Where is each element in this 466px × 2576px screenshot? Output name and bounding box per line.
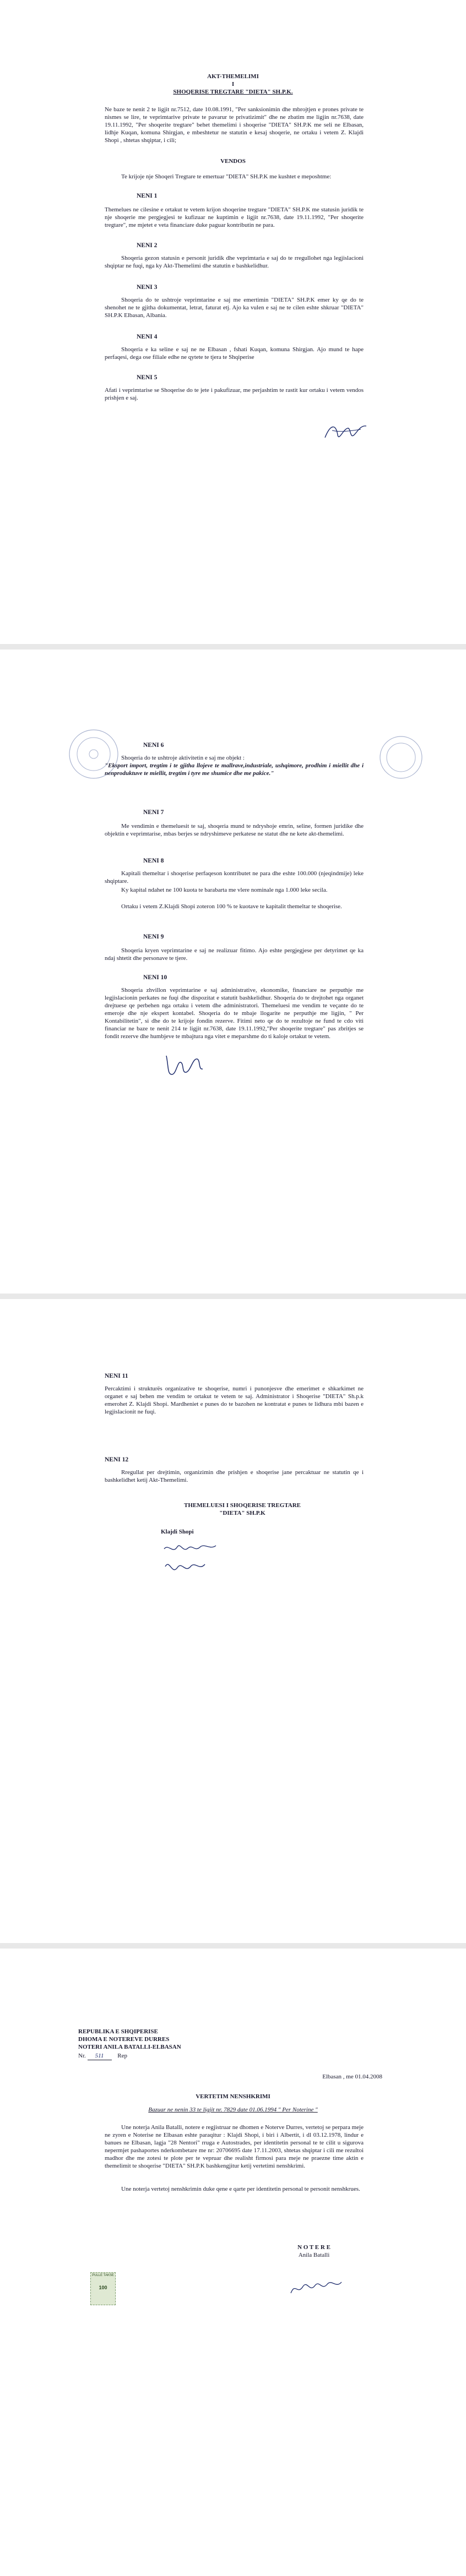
article-9-text: Shoqeria kryen veprimtarine e saj ne realizuar fitimo. Ajo eshte pergjegjese per detyrimet qe ka ndaj shtetit dhe personave te tjere. (105, 947, 364, 962)
page-separator (0, 1943, 466, 1949)
article-8-text-c: Ortaku i vetem Z.Klajdi Shopi zoteron 100 % te kuotave te kapitalit themeltar te shoqerise. (121, 903, 342, 910)
article-8-heading: NENI 8 (143, 858, 164, 864)
page-1 (0, 0, 466, 644)
page-4 (0, 1949, 466, 2576)
article-6-heading: NENI 6 (143, 742, 164, 749)
article-2-text: Shoqeria gezon statusin e personit juridik dhe veprimtaria e saj do te rregullohet nga legjislacioni shqiptar ne fuqi, nga ky Akt-Themelimi dhe statutin e bashkelidhur. (105, 255, 364, 269)
article-12-heading: NENI 12 (105, 1456, 129, 1463)
article-1-text: Themelues ne cilesine e ortakut te vetem krijon shoqerine tregtare "DIETA" SH.P.K me statusin juridik te nje shoqerie me pergjegjesi te kufizuar ne kuptimin e ligjit nr.7638, date 19.11.1992, "Per shoqerite tregtare", me mjetet e veta financiare duke paguar kontributin ne para. (105, 206, 364, 228)
signature-icon (162, 1050, 206, 1079)
article-8-text-a: Kapitali themeltar i shoqerise perfaqeson kontributet ne para dhe eshte 100.000 (njeqindmije) leke shqiptare. (105, 870, 364, 885)
seal-stamp-icon (378, 734, 424, 781)
nr-value: 511 (88, 2052, 112, 2060)
page-2 (0, 650, 466, 1294)
place-date: Elbasan , me 01.04.2008 (322, 2073, 382, 2080)
chamber-heading: DHOMA E NOTEREVE DURRES (78, 2036, 170, 2043)
article-1-heading: NENI 1 (137, 193, 158, 199)
article-11-text: Percaktimi i strukturës organizative te shoqerise, numri i punonjesve dhe emerimet e shkarkimet ne organet e saj behen me vendim te ortakut te vetem te saj. Administrator i Shoqerise "DIETA" Sh.p.k emerohet Z. Klajdi Shopi. Mardheniet e punes do te bazohen ne kontratat e punes te lidhura mbi bazen e legjislacionit ne fuqi. (105, 1385, 364, 1415)
signature-icon (161, 1539, 221, 1583)
article-5-text: Afati i veprimtarise se Shoqerise do te jete i pakufizuar, me perjashtim te rastit kur ortaku i vetem vendos prishjen e saj. (105, 387, 364, 401)
intro-paragraph: Ne baze te nenit 2 te ligjit nr.7512, date 10.08.1991, "Per sanksionimin dhe mbrojtjen e prones private te nismes se lire, te veprimtarive private te pavarur te privatizimit" dhe ne zbatim me ligjin nr.7638, date 19.11.1992, "Per shoqerite tregtare" behet themelimi i shoqerise "DIETA" SH.P.K me seli ne Elbasan, lidhje Kuqan, komuna Shirgjan, e mbeshtetur ne statutin e kesaj shoqerie, ne ortaku i vetem Z. Klajdi Shopi , shtetas shqiptar, i cili; (105, 106, 364, 144)
founder-heading-1: THEMELUESI I SHOQERISE TREGTARE (183, 1502, 301, 1509)
certificate-body-2: Une noterja vertetoj nenshkrimin duke qene e qarte per identitetin personal te personit nenshkrues. (121, 2186, 360, 2192)
article-6-text: Shoqeria do te ushtroje aktivitetin e saj me objekt : (121, 755, 245, 761)
doc-title-2: I (231, 81, 235, 88)
certificate-title: VERTETIM NENSHKRIMI (196, 2093, 270, 2100)
notary-heading: NOTERI ANILA BATALLI-ELBASAN (78, 2044, 181, 2050)
page-separator (0, 644, 466, 650)
article-8-text-b: Ky kapital ndahet ne 100 kuota te barabarta me vlere nominale nga 1.000 leke secila. (121, 887, 328, 893)
page-3 (0, 1299, 466, 1943)
legal-basis: Bazuar ne nenin 33 te ligjit nr. 7829 date 01.06.1994 " Per Noterine " (148, 2106, 318, 2113)
page-separator (0, 1294, 466, 1299)
notary-title: N O T E R E (297, 2244, 330, 2251)
tax-stamp-amount: 100 (99, 2285, 107, 2290)
doc-title-1: AKT-THEMELIMI (207, 73, 259, 80)
signature-icon (322, 418, 372, 446)
article-10-text: Shoqeria zhvillon veprimtarine e saj administrative, ekonomike, financiare ne perputhje me legjislacionin perkates ne fuqi dhe dispozitat e statutit bashkelidhur. Shoqeria do te drejtohet nga organet drejtuese qe perbehen nga ortaku i vetem dhe administratori. Themeluesi me vendim te veçante do te emeroje dhe nje ekspert kontabel. Shoqeria do te mbaje llogarite ne perputhje me ligjin, " Per Kontabilitetin", si dhe do te krijoje fondin rezerve. Fitimi neto qe do te rezultoje ne fund te cdo viti financiar ne baze te nenit 214 te ligjit nr.7638, date 19.11.1992,"Per shoqerite tregtare" pas zbritjes se fondit rezerve dhe humbjeve te mbajtura nga vitet e meparshme do ti kaloje ortakut te vetem. (105, 987, 364, 1040)
article-5-heading: NENI 5 (137, 374, 158, 381)
article-7-text: Me vendimin e themeluesit te saj, shoqeria mund te ndryshoje emrin, seline, formen juridike dhe objektin e veprimtarise, mbas berjes se ndryshimeve perkatese ne statut dhe ne kete akt-themelimi. (105, 823, 364, 837)
article-7-heading: NENI 7 (143, 809, 164, 816)
article-3-text: Shoqeria do te ushtroje veprimtarine e saj me emertimin "DIETA" SH.P.K emer ky qe do te shenohet ne te gjitha dokumentat, letrat, faturat etj. Ajo ka vulen e saj ne te cilen eshte shkruar "DIETA" SH.P.K Elbasan, Albania. (105, 297, 364, 319)
article-4-heading: NENI 4 (137, 334, 158, 340)
reference-number-row (78, 2052, 243, 2060)
nr-label: Nr. (78, 2053, 86, 2059)
republic-heading: REPUBLIKA E SHQIPERISE (78, 2028, 158, 2035)
rep-label: Rep (117, 2053, 127, 2059)
founder-name: Klajdi Shopi (161, 1529, 194, 1535)
notary-name: Anila Batalli (298, 2252, 330, 2258)
article-3-heading: NENI 3 (137, 284, 158, 291)
article-4-text: Shoqeria e ka seline e saj ne ne Elbasan , fshati Kuqan, komuna Shirgjan. Ajo mund te hape perfaqesi, dega ose filiale edhe ne qytete te tjera te Shqiperise (105, 346, 364, 361)
article-2-heading: NENI 2 (137, 242, 158, 249)
certificate-body-1: Une noterja Anila Batalli, notere e regjistruar ne dhomen e Noterve Durres, vertetoj se perpara meje ne zyren e Noterise ne Elbasan eshte paraqitur : Klajdi Shopi, i biri i Albertit, i dl 03.12.1978, lindur e banues ne Elbasan, lagja "28 Nentori" rruga e Autostrades, per identitetin personal te te cilit u sigurova nepermjet pashaportes nderkombetare me nr: 20706695 date 17.11.2003, shtetas shqiptar i cili me rezultoi madhor dhe me zotesi te plote per te vepruar dhe realisht firmosi para meje ne praezne time aktin e themelimit te shoqerise "DIETA" SH.P.K bashkengjitur ketij vertetimi nenshkrimi. (105, 2124, 364, 2169)
article-11-heading: NENI 11 (105, 1373, 128, 1379)
article-10-heading: NENI 10 (143, 974, 167, 981)
doc-title-3: SHOQERISE TREGTARE "DIETA" SH.P.K. (173, 89, 293, 95)
article-9-heading: NENI 9 (143, 934, 164, 940)
signature-icon (288, 2260, 348, 2304)
vendos-text: Te krijoje nje Shoqeri Tregtare te emertuar "DIETA" SH.P.K me kushtet e meposhtme: (121, 173, 332, 180)
article-12-text: Rregullat per drejtimin, organizimin dhe prishjen e shoqerise jane percaktuar ne statutin qe i bashkelidhet ketij Akt-Themelimi. (105, 1469, 364, 1483)
tax-stamp (90, 2272, 116, 2305)
founder-heading-2: "DIETA" SH.P.K (219, 1510, 265, 1516)
article-6-object: "Eksport import, tregtim i te gjitha llojeve te mallrave,industriale, ushqimore, prodhim i miellit dhe i nenproduktuve te miellit, tregtim i tyre me shumice dhe me pakice." (105, 762, 364, 777)
vendos-heading: VENDOS (220, 158, 246, 165)
tax-stamp-label: PULLE TAKSE (92, 2274, 114, 2277)
